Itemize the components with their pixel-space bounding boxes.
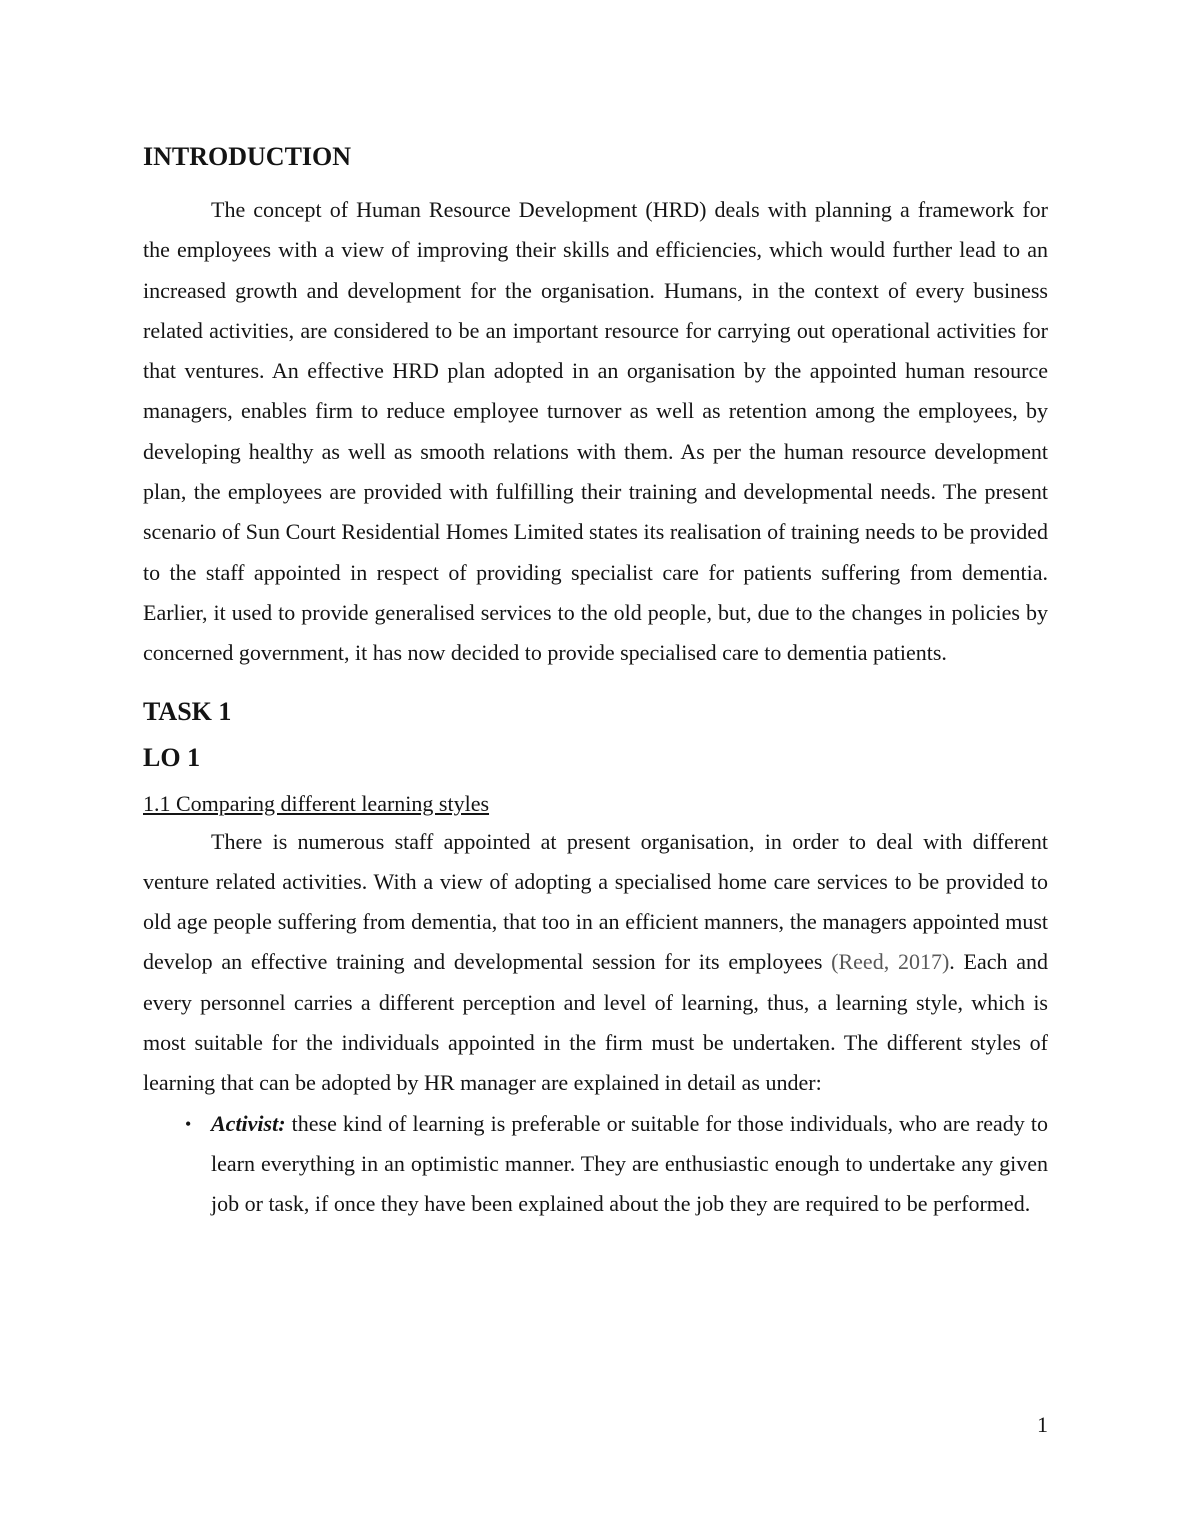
intro-heading: INTRODUCTION xyxy=(143,142,352,171)
paragraph-text-before-citation: There is numerous staff appointed at present organisation, in order to deal with different venture related activities. With a view of adopting a specialised home care services to be provided to old age people suffering from dementia, that too in an efficient manners, the managers appointed must develop an effective training and developmental session for its employees xyxy=(143,828,1048,975)
bullet-icon: • xyxy=(185,1113,192,1134)
page-number: 1 xyxy=(1037,1412,1048,1437)
list-item-term: Activist: xyxy=(211,1110,286,1136)
learning-styles-list xyxy=(143,1104,1048,1225)
task-1-heading: TASK 1 xyxy=(143,696,232,726)
learning-styles-paragraph xyxy=(143,822,1048,1104)
citation-reed-2017: (Reed, 2017) xyxy=(831,949,950,975)
intro-paragraph: The concept of Human Resource Development (HRD) deals with planning a framework for the employees with a view of improving their skills and efficiencies, which would further lead to an increased growth and development for the organisation. Humans, in the context of every business related activities, are considered to be an important resource for carrying out operational activities for that ventures. An effective HRD plan adopted in an organisation by the appointed human resource managers, enables firm to reduce employee turnover as well as retention among the employees, by developing healthy as well as smooth relations with them. As per the human resource development plan, the employees are provided with fulfilling their training and developmental needs. The present scenario of Sun Court Residential Homes Limited states its realisation of training needs to be provided to the staff appointed in respect of providing specialist care for patients suffering from dementia. Earlier, it used to provide generalised services to the old people, but, due to the changes in policies by concerned government, it has now decided to provide specialised care to dementia patients. xyxy=(143,197,1048,666)
lo-1-heading: LO 1 xyxy=(143,742,201,772)
list-item-activist xyxy=(143,1104,1048,1225)
section-heading-1-1: 1.1 Comparing different learning styles xyxy=(143,790,490,816)
paragraph-text-after-citation: . Each and every personnel carries a different perception and level of learning, thus, a learning style, which is most suitable for the individuals appointed in the firm must be undertaken. The different styles of learning that can be adopted by HR manager are explained in detail as under: xyxy=(143,949,1049,1096)
list-item-text: these kind of learning is preferable or suitable for those individuals, who are ready to learn everything in an optimistic manner. They are enthusiastic enough to undertake any given job or task, if once they have been explained about the job they are required to be performed. xyxy=(211,1110,1048,1217)
